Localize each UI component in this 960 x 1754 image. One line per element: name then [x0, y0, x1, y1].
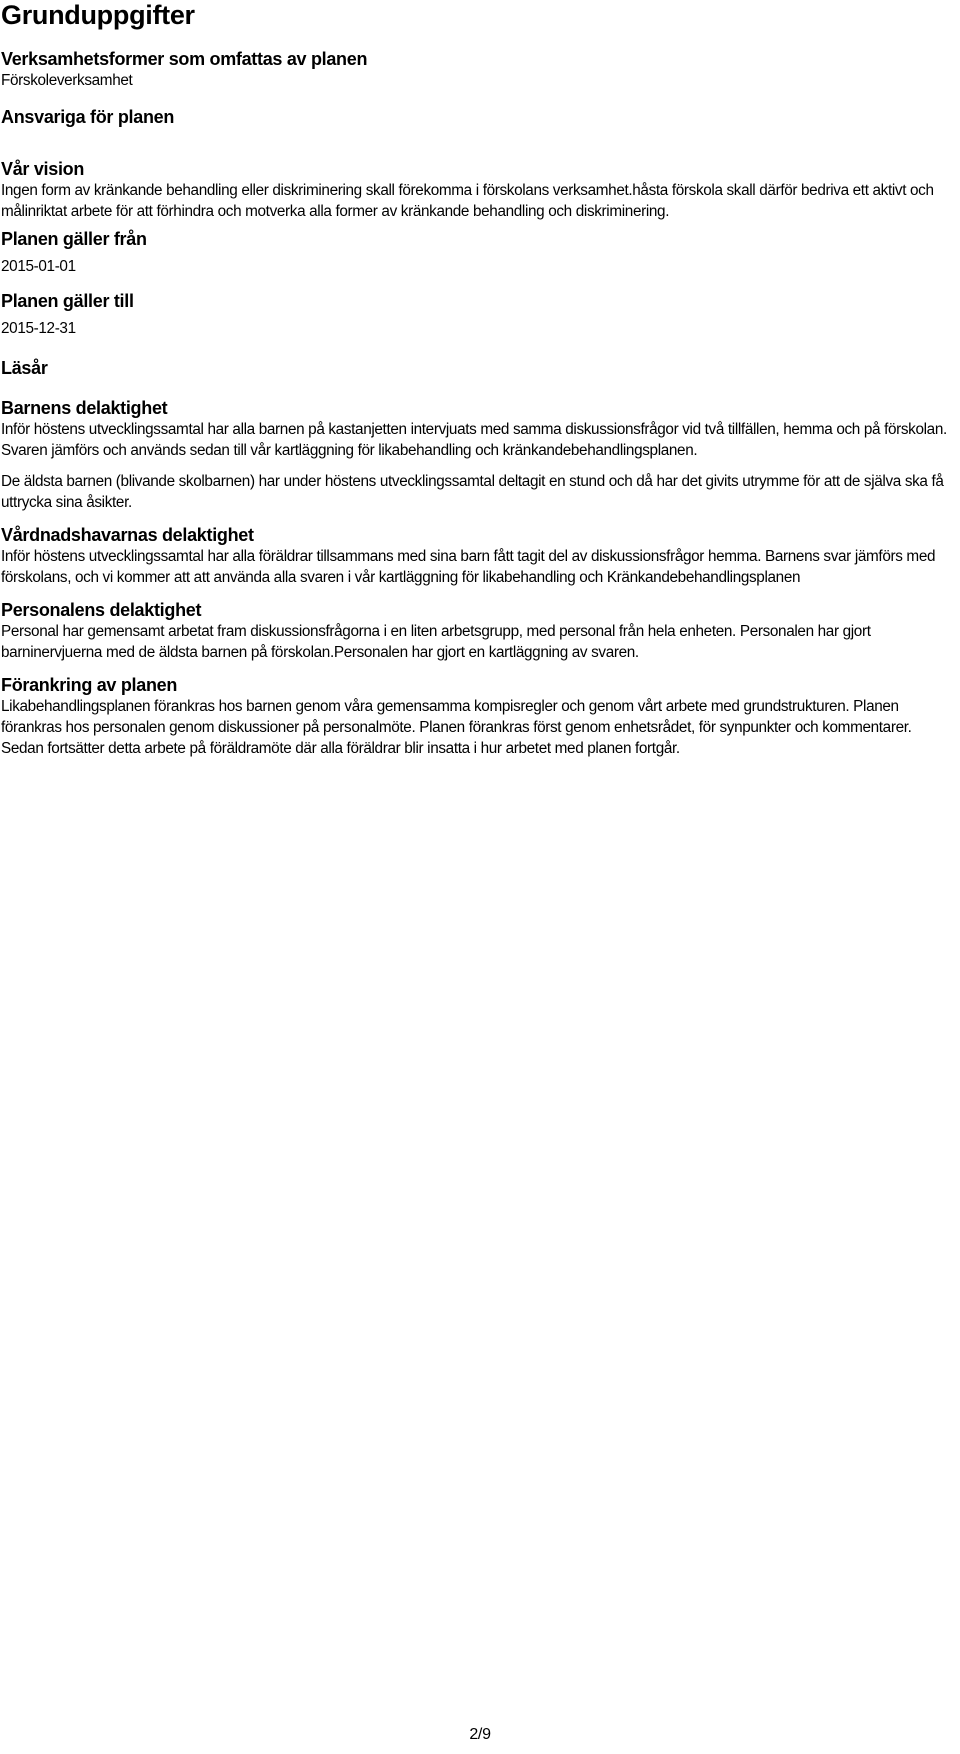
text-personalens: Personal har gemensamt arbetat fram diskussionsfrågorna i en liten arbetsgrupp, med personal från hela enheten. Personalen har gjort barninervjuerna med de äldsta barnen på förskolan.Personalen har gjort en kartläggning av svaren. [1, 623, 871, 661]
text-galler-till: 2015-12-31 [1, 320, 76, 337]
heading-galler-fran: Planen gäller från [1, 229, 147, 249]
page-number: 2/9 [469, 1726, 491, 1743]
heading-verksamhetsformer: Verksamhetsformer som omfattas av planen [1, 49, 368, 69]
heading-personalens: Personalens delaktighet [1, 600, 202, 620]
text-vardnadshavarnas: Inför höstens utvecklingssamtal har alla föräldrar tillsammans med sina barn fått tagit del av diskussionsfrågor hemma. Barnens svar jämförs med förskolans, och vi kommer att att använda alla svaren i vår kartläggning för likabehandling och Kränkandebehandlingsplanen [1, 548, 936, 586]
heading-vardnadshavarnas: Vårdnadshavarnas delaktighet [1, 525, 254, 545]
heading-barnens: Barnens delaktighet [1, 398, 168, 418]
page-title: Grunduppgifter [1, 0, 195, 30]
document-content [1, 0, 951, 759]
text-barnens-2: De äldsta barnen (blivande skolbarnen) har under höstens utvecklingssamtal deltagit en stund och då har det givits utrymme för att de själva ska få uttrycka sina åsikter. [1, 473, 944, 511]
heading-ansvariga: Ansvariga för planen [1, 107, 175, 127]
heading-forankring: Förankring av planen [1, 675, 178, 695]
text-forankring: Likabehandlingsplanen förankras hos barnen genom våra gemensamma kompisregler och genom vårt arbete med grundstrukturen. Planen förankras hos personalen genom diskussioner på personalmöte. Planen förankras först genom enhetsrådet, för synpunkter och kommentarer. Sedan fortsätter detta arbete på föräldramöte där alla föräldrar blir insatta i hur arbetet med planen fortgår. [1, 698, 912, 757]
heading-vision: Vår vision [1, 159, 85, 179]
text-galler-fran: 2015-01-01 [1, 258, 76, 275]
text-vision: Ingen form av kränkande behandling eller diskriminering skall förekomma i förskolans verksamhet.håsta förskola skall därför bedriva ett aktivt och målinriktat arbete för att förhindra och motverka alla former av kränkande behandling och diskriminering. [1, 182, 934, 220]
text-verksamhetsformer: Förskoleverksamhet [1, 72, 133, 89]
heading-galler-till: Planen gäller till [1, 291, 134, 311]
heading-lasar: Läsår [1, 358, 48, 378]
text-barnens-1: Inför höstens utvecklingssamtal har alla barnen på kastanjetten intervjuats med samma diskussionsfrågor vid två tillfällen, hemma och på förskolan. Svaren jämförs och används sedan till vår kartläggning för likabehandling och kränkandebehandlingsplanen. [1, 421, 947, 459]
